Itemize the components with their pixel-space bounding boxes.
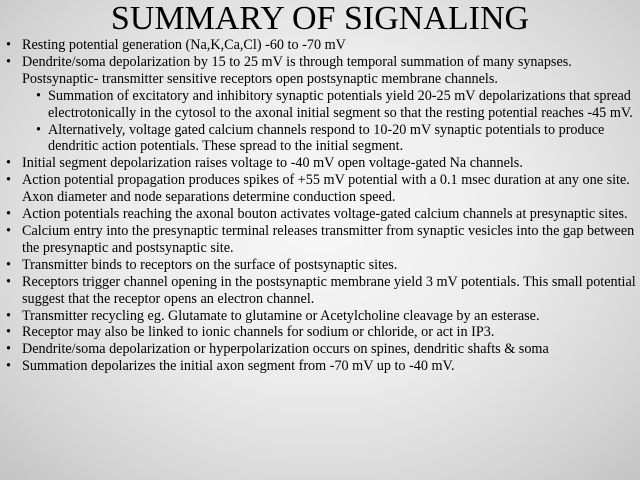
bullet-text: Calcium entry into the presynaptic terminal releases transmitter from synaptic vesicles into the gap between the presynaptic and postsynaptic site. [22, 222, 635, 256]
bullet-text: Initial segment depolarization raises voltage to -40 mV open voltage-gated Na channels. [22, 155, 523, 172]
bullet-marker: • [6, 324, 11, 341]
bullet-item [6, 155, 636, 172]
bullet-marker: • [6, 273, 11, 290]
bullet-item [6, 358, 636, 375]
bullet-marker: • [36, 87, 41, 104]
bullet-marker: • [6, 155, 11, 172]
bullet-text: Receptors trigger channel opening in the postsynaptic membrane yield 3 mV potentials. This small potential suggest that the receptor opens an electron channel. [22, 273, 636, 307]
bullet-text: Action potential propagation produces spikes of +55 mV potential with a 0.1 msec duration at any one site. Axon diameter and node separations determine conduction speed. [22, 172, 630, 206]
bullet-text: Dendrite/soma depolarization or hyperpolarization occurs on spines, dendritic shafts & soma [22, 341, 549, 358]
bullet-item [6, 257, 636, 274]
bullet-marker: • [6, 222, 11, 239]
bullet-marker: • [6, 172, 11, 189]
bullet-item [6, 324, 636, 341]
bullet-item [6, 341, 636, 358]
bullet-item [6, 172, 636, 206]
slide-title: SUMMARY OF SIGNALING [110, 0, 530, 37]
sub-bullet-item [6, 88, 636, 122]
bullet-marker: • [6, 37, 11, 53]
bullet-marker: • [6, 341, 11, 358]
bullet-item [6, 206, 636, 223]
bullet-text: Alternatively, voltage gated calcium channels respond to 10-20 mV synaptic potentials to produce dendritic action potentials. These spread to the initial segment. [48, 121, 605, 155]
sub-bullet-item [6, 122, 636, 156]
bullet-text: Action potentials reaching the axonal bouton activates voltage-gated calcium channels at presynaptic sites. [22, 206, 628, 223]
bullet-text: Dendrite/soma depolarization by 15 to 25 mV is through temporal summation of many synapses. Postsynaptic- transmitter sensitive receptors open postsynaptic membrane channels. [22, 53, 572, 87]
bullet-text: Transmitter recycling eg. Glutamate to glutamine or Acetylcholine cleavage by an esterase. [22, 307, 540, 324]
bullet-text: Summation depolarizes the initial axon segment from -70 mV up to -40 mV. [22, 358, 455, 375]
bullet-item [6, 274, 636, 308]
bullet-item [6, 223, 636, 257]
bullet-item [6, 37, 636, 54]
bullet-text: Summation of excitatory and inhibitory synaptic potentials yield 20-25 mV depolarizations that spread electrotonically in the cytosol to the axonal initial segment so that the resting potential reaches -45 mV. [48, 87, 633, 121]
bullet-marker: • [6, 358, 11, 375]
bullet-text: Receptor may also be linked to ionic channels for sodium or chloride, or act in IP3. [22, 324, 495, 341]
bullet-text: Resting potential generation (Na,K,Ca,Cl) -60 to -70 mV [22, 37, 346, 53]
bullet-marker: • [6, 206, 11, 223]
bullet-marker: • [36, 121, 41, 138]
bullet-marker: • [6, 53, 11, 70]
bullet-item [6, 54, 636, 88]
bullet-text: Transmitter binds to receptors on the surface of postsynaptic sites. [22, 256, 398, 273]
bullet-item [6, 308, 636, 325]
bullet-list [6, 37, 636, 375]
bullet-marker: • [6, 307, 11, 324]
bullet-marker: • [6, 256, 11, 273]
